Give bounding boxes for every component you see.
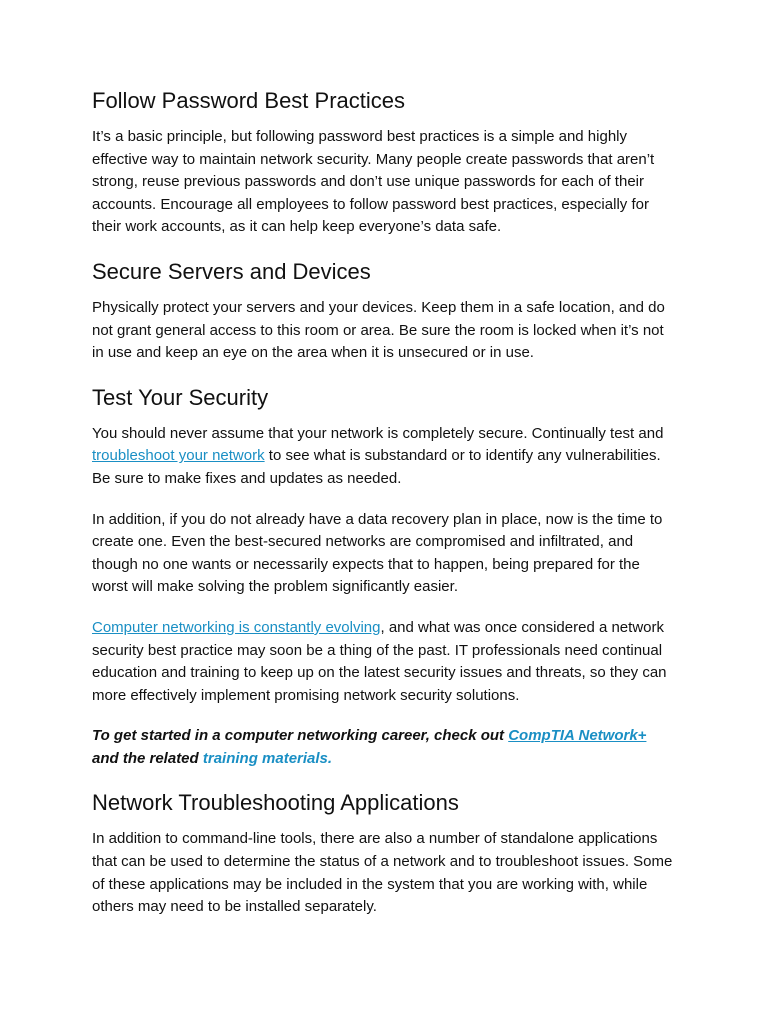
section-heading: Test Your Security [92,384,269,410]
section-test-security [92,383,676,771]
section-paragraph [92,423,676,491]
comptia-network-plus-link[interactable]: CompTIA Network+ [508,727,647,745]
text-run: To get started in a computer networking career, check out [92,727,509,745]
section-paragraph: In addition to command-line tools, there are also a number of standalone applications that can be used to determine the status of a network and to troubleshoot issues. Some of these applications may be included in the system that you are working with, while others may need to be installed separately. [92,830,673,916]
section-secure-servers [92,257,676,365]
section-paragraph: It’s a basic principle, but following password best practices is a simple and highly effective way to maintain network security. Many people create passwords that aren’t strong, reuse previous passwords and don’t use unique passwords for each of their accounts. Encourage all employees to follow password best practices, especially for their work accounts, as it can help keep everyone’s data safe. [92,128,655,236]
section-heading: Secure Servers and Devices [92,258,371,284]
networking-evolving-link[interactable]: Computer networking is constantly evolving [92,618,381,636]
section-paragraph: Physically protect your servers and your devices. Keep them in a safe location, and do not grant general access to this room or area. Be sure the room is locked when it’s not in use and keep an eye on the area when it is unsecured or in use. [92,298,665,362]
section-troubleshooting-apps [92,788,676,918]
cta-paragraph [92,725,676,770]
section-heading: Network Troubleshooting Applications [92,790,459,816]
text-run: , and what was once considered a network security best practice may soon be a thing of the past. IT professionals need continual education and training to keep up on the latest security issues and threats, so they can more effectively implement promising network security solutions. [92,618,667,704]
text-run: and the related [92,749,203,767]
troubleshoot-network-link[interactable]: troubleshoot your network [92,447,265,465]
section-password-best-practices [92,86,676,239]
training-materials-link[interactable]: training materials. [202,749,333,767]
section-heading: Follow Password Best Practices [92,88,405,113]
text-run: You should never assume that your network is completely secure. Continually test and [92,424,664,442]
text-run: to see what is substandard or to identify any vulnerabilities. Be sure to make fixes and updates as needed. [92,447,661,487]
section-paragraph [92,617,676,707]
section-paragraph: In addition, if you do not already have a data recovery plan in place, now is the time to create one. Even the best-secured networks are compromised and infiltrated, and though no one wants or necessarily expects that to happen, being prepared for the worst will make solving the problem significantly easier. [92,510,663,596]
